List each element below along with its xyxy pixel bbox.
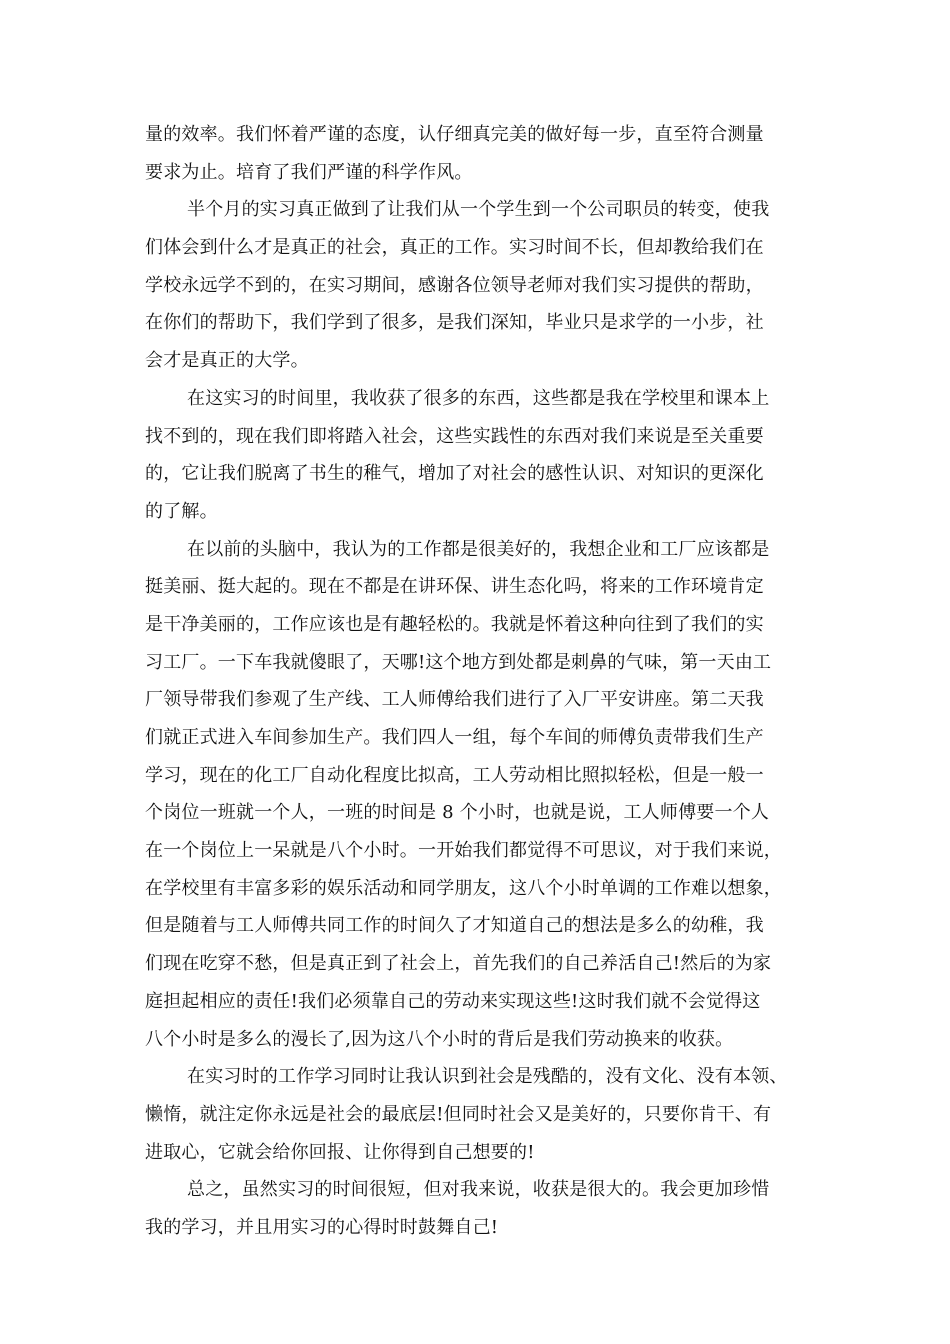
- paragraph-line: 是干净美丽的，工作应该也是有趣轻松的。我就是怀着这种向往到了我们的实: [145, 613, 764, 635]
- paragraph-line: 个岗位一班就一个人，一班的时间是 8 个小时，也就是说，工人师傅要一个人: [145, 802, 770, 824]
- document-body: [145, 116, 825, 1247]
- paragraph-line: 量的效率。我们怀着严谨的态度，认仔细真完美的做好每一步，直至符合测量: [145, 124, 764, 145]
- paragraph-line: 在一个岗位上一呆就是八个小时。一开始我们都觉得不可思议，对于我们来说，: [145, 840, 782, 862]
- paragraph-line: 在学校里有丰富多彩的娱乐活动和同学朋友，这八个小时单调的工作难以想象，: [145, 877, 782, 899]
- paragraph-line: 半个月的实习真正做到了让我们从一个学生到一个公司职员的转变，使我: [187, 199, 770, 221]
- paragraph-line: 的了解。: [145, 500, 218, 522]
- paragraph-line: 的，它让我们脱离了书生的稚气，增加了对社会的感性认识、对知识的更深化: [145, 463, 764, 485]
- paragraph-line: 学校永远学不到的，在实习期间，感谢各位领导老师对我们实习提供的帮助，: [145, 274, 764, 296]
- paragraph-line: 们就正式进入车间参加生产。我们四人一组，每个车间的师傅负责带我们生产: [145, 727, 764, 748]
- paragraph-line: 在实习时的工作学习同时让我认识到社会是残酷的，没有文化、没有本领、: [187, 1066, 788, 1088]
- paragraph-line: 找不到的，现在我们即将踏入社会，这些实践性的东西对我们来说是至关重要: [145, 425, 764, 447]
- paragraph-line: 厂领导带我们参观了生产线、工人师傅给我们进行了入厂平安讲座。第二天我: [145, 689, 764, 711]
- paragraph-line: 在这实习的时间里，我收获了很多的东西，这些都是我在学校里和课本上: [187, 387, 770, 409]
- paragraph-line: 懒惰，就注定你永远是社会的最底层!但同时社会又是美好的，只要你肯干、有: [145, 1103, 772, 1125]
- paragraph-line: 我的学习，并且用实习的心得时时鼓舞自己!: [145, 1216, 499, 1238]
- paragraph-line: 习工厂。一下车我就傻眼了，天哪!这个地方到处都是刺鼻的气味，第一天由工: [145, 651, 772, 673]
- paragraph-line: 要求为止。培育了我们严谨的科学作风。: [145, 161, 473, 183]
- paragraph-line: 但是随着与工人师傅共同工作的时间久了才知道自己的想法是多么的幼稚，我: [145, 915, 764, 937]
- paragraph-line: 进取心，它就会给你回报、让你得到自己想要的!: [145, 1141, 535, 1163]
- paragraph-line: 庭担起相应的责任!我们必须靠自己的劳动来实现这些!这时我们就不会觉得这: [145, 990, 761, 1012]
- paragraph-line: 在你们的帮助下，我们学到了很多，是我们深知，毕业只是求学的一小步，社: [145, 312, 764, 334]
- paragraph-line: 总之，虽然实习的时间很短，但对我来说，收获是很大的。我会更加珍惜: [187, 1179, 770, 1201]
- paragraph-line: 们体会到什么才是真正的社会，真正的工作。实习时间不长，但却教给我们在: [145, 237, 764, 259]
- paragraph-line: 学习，现在的化工厂自动化程度比拟高，工人劳动相比照拟轻松，但是一般一: [145, 764, 764, 786]
- paragraph-line: 们现在吃穿不愁，但是真正到了社会上，首先我们的自己养活自己!然后的为家: [145, 953, 772, 975]
- paragraph-line: 挺美丽、挺大起的。现在不都是在讲环保、讲生态化吗，将来的工作环境肯定: [145, 576, 764, 598]
- paragraph-line: 在以前的头脑中，我认为的工作都是很美好的，我想企业和工厂应该都是: [187, 538, 770, 560]
- paragraph-line: 八个小时是多么的漫长了,因为这八个小时的背后是我们劳动换来的收获。: [145, 1028, 734, 1050]
- paragraph-line: 会才是真正的大学。: [145, 350, 309, 372]
